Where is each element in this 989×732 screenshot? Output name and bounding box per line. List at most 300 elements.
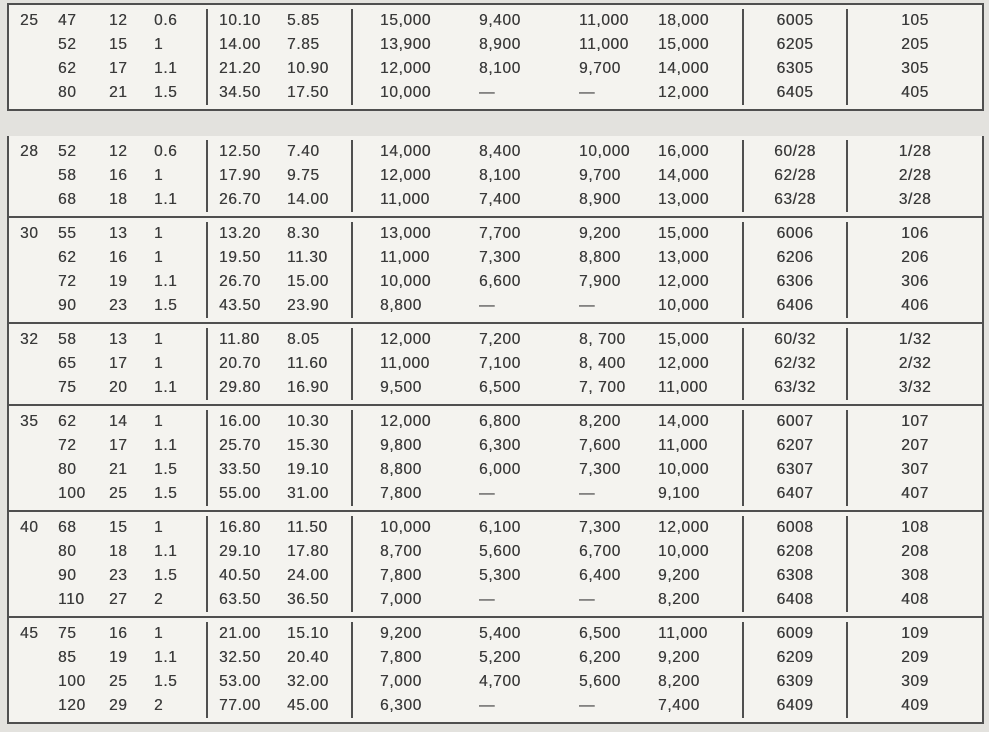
cell-col-s1: 13,000 — [380, 225, 432, 242]
cell-col-number: 6406 — [744, 294, 848, 318]
cell-col-number: 60/28 — [744, 140, 848, 164]
cell-col-s2: — — [479, 485, 496, 502]
table-row — [9, 670, 982, 694]
cell-col-abbrev: 3/32 — [898, 379, 932, 396]
cell-col-s1: 7,800 — [380, 567, 422, 584]
table-section-gap — [7, 111, 984, 136]
cell-col-B: 27 — [109, 591, 128, 608]
cell-col-c1: 16.80 — [219, 519, 261, 536]
cell-col-s2: 6,600 — [479, 273, 521, 290]
cell-col-s3: — — [579, 485, 596, 502]
table-row — [9, 164, 982, 188]
cell-col-r: 2 — [150, 694, 208, 718]
cell-col-s4: 11,000 — [656, 434, 744, 458]
cell-col-r: 1 — [150, 622, 208, 646]
cell-col-r: 1 — [150, 164, 208, 188]
cell-col-D: 62 — [58, 413, 77, 430]
cell-col-c2: 24.00 — [281, 564, 353, 588]
cell-col-c1: 14.00 — [219, 36, 261, 53]
cell-col-D: 68 — [58, 191, 77, 208]
cell-col-B: 16 — [109, 167, 128, 184]
table-row — [9, 140, 982, 164]
cell-col-s2: 8,400 — [479, 143, 521, 160]
cell-col-D: 52 — [58, 36, 77, 53]
cell-col-number: 6208 — [744, 540, 848, 564]
cell-col-c2: 15.00 — [281, 270, 353, 294]
cell-col-c1: 21.20 — [219, 60, 261, 77]
cell-col-B: 23 — [109, 567, 128, 584]
cell-col-c1: 33.50 — [219, 461, 261, 478]
cell-col-s1: 12,000 — [380, 60, 432, 77]
table-row — [9, 188, 982, 212]
cell-col-s2: — — [479, 297, 496, 314]
cell-col-abbrev: 2/28 — [898, 167, 932, 184]
cell-col-c2: 19.10 — [281, 458, 353, 482]
cell-col-c2: 8.30 — [281, 222, 353, 246]
table-row — [9, 434, 982, 458]
cell-col-number: 63/28 — [744, 188, 848, 212]
cell-col-B: 15 — [109, 36, 128, 53]
cell-col-s2: 5,600 — [479, 543, 521, 560]
cell-col-B: 23 — [109, 297, 128, 314]
table-row — [9, 81, 982, 105]
cell-col-number: 6007 — [744, 410, 848, 434]
table-row — [9, 57, 982, 81]
cell-col-r: 1.5 — [150, 670, 208, 694]
cell-col-r: 1.5 — [150, 81, 208, 105]
cell-col-s4: 14,000 — [656, 164, 744, 188]
cell-col-s2: 8,100 — [479, 60, 521, 77]
cell-col-s1: 9,800 — [380, 437, 422, 454]
cell-col-c2: 16.90 — [281, 376, 353, 400]
cell-col-B: 18 — [109, 543, 128, 560]
cell-col-c1: 34.50 — [219, 84, 261, 101]
cell-col-s3: — — [579, 297, 596, 314]
cell-col-abbrev: 407 — [901, 485, 929, 502]
cell-col-s1: 8,700 — [380, 543, 422, 560]
cell-col-abbrev: 206 — [901, 249, 929, 266]
cell-col-c1: 26.70 — [219, 273, 261, 290]
cell-col-r: 1 — [150, 516, 208, 540]
cell-col-s2: 6,300 — [479, 437, 521, 454]
cell-col-D: 58 — [58, 167, 77, 184]
table-row — [9, 540, 982, 564]
cell-col-s1: 10,000 — [380, 273, 432, 290]
cell-col-c1: 53.00 — [219, 673, 261, 690]
cell-col-s2: 7,200 — [479, 331, 521, 348]
cell-col-c1: 26.70 — [219, 191, 261, 208]
cell-col-D: 52 — [58, 143, 77, 160]
cell-col-abbrev: 3/28 — [898, 191, 932, 208]
cell-col-d: 28 — [20, 143, 39, 160]
cell-col-D: 75 — [58, 379, 77, 396]
cell-col-D: 72 — [58, 437, 77, 454]
cell-col-c2: 8.05 — [281, 328, 353, 352]
cell-col-s3: 8,200 — [579, 413, 621, 430]
table-row — [9, 622, 982, 646]
cell-col-s2: 7,400 — [479, 191, 521, 208]
cell-col-d: 45 — [20, 625, 39, 642]
cell-col-s4: 7,400 — [656, 694, 744, 718]
cell-col-s4: 10,000 — [656, 458, 744, 482]
cell-col-s3: 6,200 — [579, 649, 621, 666]
cell-col-B: 14 — [109, 413, 128, 430]
cell-col-s3: 7, 700 — [579, 379, 626, 396]
cell-col-abbrev: 409 — [901, 697, 929, 714]
cell-col-B: 13 — [109, 331, 128, 348]
cell-col-s4: 15,000 — [656, 222, 744, 246]
cell-col-r: 1.5 — [150, 294, 208, 318]
table-row — [9, 376, 982, 400]
cell-col-s1: 8,800 — [380, 461, 422, 478]
table-row — [9, 588, 982, 612]
table-row — [9, 270, 982, 294]
cell-col-s3: — — [579, 697, 596, 714]
cell-col-s4: 15,000 — [656, 33, 744, 57]
table-row — [9, 694, 982, 718]
cell-col-s4: 16,000 — [656, 140, 744, 164]
cell-col-B: 19 — [109, 273, 128, 290]
cell-col-s4: 8,200 — [656, 670, 744, 694]
cell-col-s4: 12,000 — [656, 81, 744, 105]
cell-col-D: 68 — [58, 519, 77, 536]
cell-col-B: 19 — [109, 649, 128, 666]
cell-col-s4: 11,000 — [656, 376, 744, 400]
cell-col-s3: 9,700 — [579, 60, 621, 77]
bore-group-45 — [9, 616, 982, 722]
cell-col-r: 1.1 — [150, 188, 208, 212]
cell-col-number: 6308 — [744, 564, 848, 588]
cell-col-c1: 17.90 — [219, 167, 261, 184]
cell-col-c1: 55.00 — [219, 485, 261, 502]
cell-col-s3: 7,300 — [579, 461, 621, 478]
cell-col-d — [9, 458, 47, 482]
cell-col-D: 90 — [58, 567, 77, 584]
cell-col-c2: 5.85 — [281, 9, 353, 33]
cell-col-number: 62/32 — [744, 352, 848, 376]
cell-col-s1: 7,000 — [380, 591, 422, 608]
cell-col-B: 17 — [109, 355, 128, 372]
cell-col-D: 62 — [58, 60, 77, 77]
table-row — [9, 9, 982, 33]
cell-col-r: 1.5 — [150, 458, 208, 482]
cell-col-D: 65 — [58, 355, 77, 372]
cell-col-s4: 9,200 — [656, 564, 744, 588]
cell-col-s3: 5,600 — [579, 673, 621, 690]
cell-col-s2: 6,500 — [479, 379, 521, 396]
cell-col-s3: 11,000 — [579, 12, 629, 29]
cell-col-c1: 19.50 — [219, 249, 261, 266]
cell-col-r: 1 — [150, 222, 208, 246]
table-row — [9, 564, 982, 588]
cell-col-d: 32 — [20, 331, 39, 348]
cell-col-c1: 77.00 — [219, 697, 261, 714]
table-row — [9, 516, 982, 540]
cell-col-c1: 29.10 — [219, 543, 261, 560]
table-section-2 — [7, 136, 984, 724]
cell-col-s4: 14,000 — [656, 410, 744, 434]
cell-col-abbrev: 408 — [901, 591, 929, 608]
bore-group-35 — [9, 404, 982, 510]
cell-col-s1: 7,800 — [380, 485, 422, 502]
cell-col-s4: 12,000 — [656, 516, 744, 540]
bore-group-40 — [9, 510, 982, 616]
cell-col-s3: 9,200 — [579, 225, 621, 242]
cell-col-B: 12 — [109, 143, 128, 160]
cell-col-c2: 10.30 — [281, 410, 353, 434]
table-row — [9, 352, 982, 376]
cell-col-d: 40 — [20, 519, 39, 536]
cell-col-s1: 11,000 — [380, 249, 430, 266]
cell-col-D: 100 — [58, 673, 86, 690]
cell-col-s3: 8, 400 — [579, 355, 626, 372]
cell-col-r: 1 — [150, 246, 208, 270]
cell-col-abbrev: 106 — [901, 225, 929, 242]
cell-col-c2: 45.00 — [281, 694, 353, 718]
cell-col-number: 6409 — [744, 694, 848, 718]
cell-col-s2: 7,100 — [479, 355, 521, 372]
cell-col-c1: 32.50 — [219, 649, 261, 666]
cell-col-s3: 6,700 — [579, 543, 621, 560]
table-row — [9, 458, 982, 482]
cell-col-s2: — — [479, 84, 496, 101]
cell-col-D: 55 — [58, 225, 77, 242]
cell-col-B: 20 — [109, 379, 128, 396]
cell-col-r: 1.1 — [150, 434, 208, 458]
cell-col-s1: 13,900 — [380, 36, 432, 53]
cell-col-s1: 12,000 — [380, 167, 432, 184]
cell-col-number: 63/32 — [744, 376, 848, 400]
cell-col-s1: 11,000 — [380, 355, 430, 372]
cell-col-B: 17 — [109, 437, 128, 454]
cell-col-s1: 8,800 — [380, 297, 422, 314]
cell-col-abbrev: 1/32 — [898, 331, 932, 348]
cell-col-r: 1 — [150, 328, 208, 352]
cell-col-r: 1.1 — [150, 646, 208, 670]
cell-col-D: 72 — [58, 273, 77, 290]
cell-col-d — [9, 434, 47, 458]
cell-col-s4: 10,000 — [656, 294, 744, 318]
cell-col-c2: 15.30 — [281, 434, 353, 458]
cell-col-s3: 9,700 — [579, 167, 621, 184]
cell-col-c2: 7.85 — [281, 33, 353, 57]
cell-col-s3: — — [579, 84, 596, 101]
cell-col-r: 1.1 — [150, 57, 208, 81]
cell-col-s3: 11,000 — [579, 36, 629, 53]
cell-col-abbrev: 105 — [901, 12, 929, 29]
cell-col-D: 80 — [58, 461, 77, 478]
cell-col-c2: 31.00 — [281, 482, 353, 506]
cell-col-c2: 11.60 — [281, 352, 353, 376]
cell-col-number: 6005 — [744, 9, 848, 33]
cell-col-number: 60/32 — [744, 328, 848, 352]
cell-col-d — [9, 694, 47, 718]
cell-col-r: 2 — [150, 588, 208, 612]
cell-col-s4: 18,000 — [656, 9, 744, 33]
cell-col-c2: 36.50 — [281, 588, 353, 612]
cell-col-abbrev: 406 — [901, 297, 929, 314]
cell-col-D: 80 — [58, 84, 77, 101]
cell-col-d — [9, 33, 47, 57]
cell-col-c1: 13.20 — [219, 225, 261, 242]
cell-col-number: 6205 — [744, 33, 848, 57]
cell-col-s4: 9,100 — [656, 482, 744, 506]
cell-col-s1: 12,000 — [380, 331, 432, 348]
cell-col-s3: — — [579, 591, 596, 608]
cell-col-D: 62 — [58, 249, 77, 266]
cell-col-c1: 16.00 — [219, 413, 261, 430]
cell-col-s4: 13,000 — [656, 246, 744, 270]
cell-col-D: 75 — [58, 625, 77, 642]
cell-col-s3: 7,900 — [579, 273, 621, 290]
cell-col-c1: 20.70 — [219, 355, 261, 372]
cell-col-d: 25 — [20, 12, 39, 29]
cell-col-r: 1.5 — [150, 564, 208, 588]
cell-col-c2: 7.40 — [281, 140, 353, 164]
cell-col-s2: 6,000 — [479, 461, 521, 478]
data-table — [7, 3, 984, 724]
cell-col-s1: 7,800 — [380, 649, 422, 666]
cell-col-s2: 7,300 — [479, 249, 521, 266]
cell-col-B: 16 — [109, 625, 128, 642]
cell-col-B: 25 — [109, 485, 128, 502]
cell-col-s3: 7,300 — [579, 519, 621, 536]
cell-col-s4: 10,000 — [656, 540, 744, 564]
cell-col-B: 21 — [109, 461, 128, 478]
cell-col-s3: 7,600 — [579, 437, 621, 454]
cell-col-abbrev: 307 — [901, 461, 929, 478]
table-row — [9, 410, 982, 434]
cell-col-d — [9, 646, 47, 670]
cell-col-s3: 10,000 — [579, 143, 631, 160]
cell-col-s1: 12,000 — [380, 413, 432, 430]
cell-col-number: 6008 — [744, 516, 848, 540]
cell-col-number: 6307 — [744, 458, 848, 482]
cell-col-r: 1.1 — [150, 376, 208, 400]
cell-col-s2: 6,100 — [479, 519, 521, 536]
cell-col-number: 6309 — [744, 670, 848, 694]
cell-col-B: 29 — [109, 697, 128, 714]
cell-col-abbrev: 109 — [901, 625, 929, 642]
cell-col-s1: 10,000 — [380, 519, 432, 536]
cell-col-s1: 7,000 — [380, 673, 422, 690]
cell-col-c2: 20.40 — [281, 646, 353, 670]
cell-col-s4: 13,000 — [656, 188, 744, 212]
cell-col-s4: 14,000 — [656, 57, 744, 81]
cell-col-s2: 4,700 — [479, 673, 521, 690]
cell-col-number: 6408 — [744, 588, 848, 612]
cell-col-number: 6305 — [744, 57, 848, 81]
cell-col-c1: 25.70 — [219, 437, 261, 454]
cell-col-c2: 9.75 — [281, 164, 353, 188]
cell-col-d — [9, 376, 47, 400]
bore-group-25 — [9, 5, 982, 109]
cell-col-B: 16 — [109, 249, 128, 266]
cell-col-c2: 11.30 — [281, 246, 353, 270]
cell-col-D: 100 — [58, 485, 86, 502]
table-row — [9, 294, 982, 318]
cell-col-s1: 15,000 — [380, 12, 432, 29]
table-row — [9, 646, 982, 670]
cell-col-d — [9, 352, 47, 376]
cell-col-s3: 8,800 — [579, 249, 621, 266]
cell-col-B: 12 — [109, 12, 128, 29]
cell-col-d — [9, 164, 47, 188]
cell-col-s1: 14,000 — [380, 143, 432, 160]
cell-col-s3: 6,500 — [579, 625, 621, 642]
cell-col-abbrev: 309 — [901, 673, 929, 690]
cell-col-c1: 29.80 — [219, 379, 261, 396]
cell-col-abbrev: 208 — [901, 543, 929, 560]
cell-col-s2: 9,400 — [479, 12, 521, 29]
cell-col-number: 6405 — [744, 81, 848, 105]
cell-col-c1: 11.80 — [219, 331, 260, 348]
cell-col-abbrev: 205 — [901, 36, 929, 53]
cell-col-D: 80 — [58, 543, 77, 560]
cell-col-abbrev: 108 — [901, 519, 929, 536]
cell-col-s2: — — [479, 697, 496, 714]
cell-col-c1: 12.50 — [219, 143, 261, 160]
cell-col-d — [9, 188, 47, 212]
cell-col-number: 6407 — [744, 482, 848, 506]
cell-col-D: 47 — [58, 12, 77, 29]
cell-col-s2: 7,700 — [479, 225, 521, 242]
cell-col-r: 0.6 — [150, 140, 208, 164]
cell-col-r: 1.1 — [150, 270, 208, 294]
cell-col-s4: 12,000 — [656, 352, 744, 376]
cell-col-d — [9, 81, 47, 105]
cell-col-s2: 6,800 — [479, 413, 521, 430]
cell-col-r: 1.5 — [150, 482, 208, 506]
cell-col-B: 25 — [109, 673, 128, 690]
cell-col-s1: 6,300 — [380, 697, 422, 714]
cell-col-D: 85 — [58, 649, 77, 666]
cell-col-r: 1 — [150, 33, 208, 57]
cell-col-r: 1.1 — [150, 540, 208, 564]
table-row — [9, 482, 982, 506]
cell-col-B: 21 — [109, 84, 128, 101]
cell-col-abbrev: 405 — [901, 84, 929, 101]
cell-col-B: 13 — [109, 225, 128, 242]
cell-col-c1: 63.50 — [219, 591, 261, 608]
bore-group-28 — [9, 136, 982, 216]
cell-col-d — [9, 588, 47, 612]
cell-col-s2: 5,200 — [479, 649, 521, 666]
cell-col-s1: 11,000 — [380, 191, 430, 208]
cell-col-d — [9, 482, 47, 506]
cell-col-s4: 8,200 — [656, 588, 744, 612]
cell-col-c2: 10.90 — [281, 57, 353, 81]
cell-col-c2: 15.10 — [281, 622, 353, 646]
cell-col-d — [9, 270, 47, 294]
cell-col-r: 0.6 — [150, 9, 208, 33]
cell-col-number: 6206 — [744, 246, 848, 270]
cell-col-d: 35 — [20, 413, 39, 430]
table-section-1 — [7, 3, 984, 111]
cell-col-c2: 32.00 — [281, 670, 353, 694]
cell-col-c2: 14.00 — [281, 188, 353, 212]
table-row — [9, 222, 982, 246]
cell-col-d: 30 — [20, 225, 39, 242]
cell-col-s1: 9,500 — [380, 379, 422, 396]
cell-col-number: 6306 — [744, 270, 848, 294]
cell-col-c1: 21.00 — [219, 625, 261, 642]
cell-col-abbrev: 107 — [901, 413, 929, 430]
table-row — [9, 246, 982, 270]
cell-col-c1: 40.50 — [219, 567, 261, 584]
table-row — [9, 328, 982, 352]
cell-col-r: 1 — [150, 352, 208, 376]
